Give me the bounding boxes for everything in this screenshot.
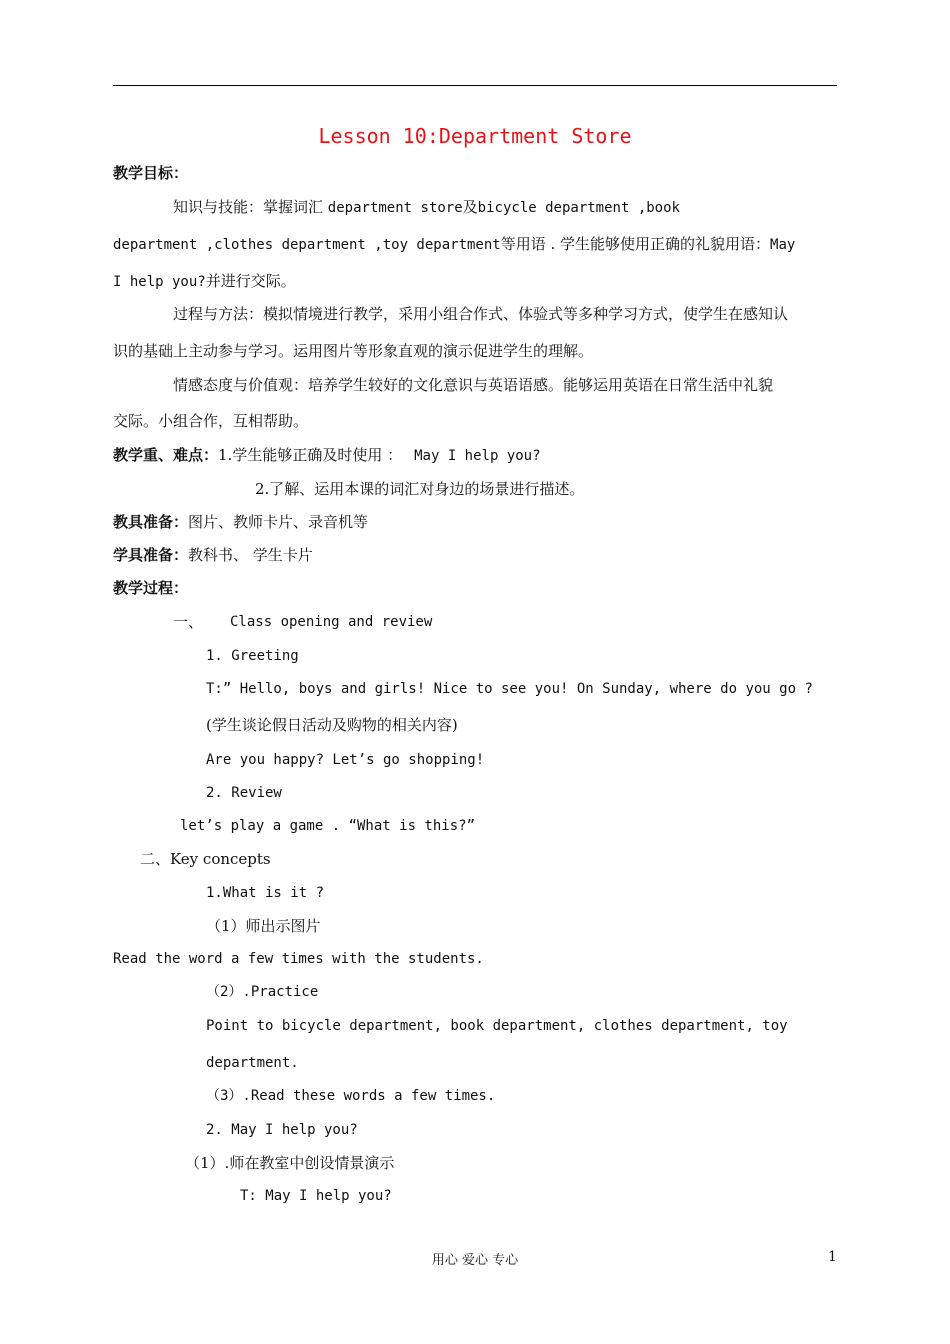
knowledge-label: 知识与技能： (173, 198, 264, 216)
step-1-text: Class opening and review (230, 614, 433, 630)
emotion-line-2: 交际。小组合作，互相帮助。 (113, 412, 309, 430)
student-prep-text: 教科书、 学生卡片 (188, 546, 313, 564)
practice-item: （2）.Practice (206, 984, 319, 1000)
knowledge-text-c: 及 (462, 198, 478, 216)
what-is-it-item: 1.What is it ? (206, 885, 325, 901)
read-words-item: （3）.Read these words a few times. (206, 1088, 496, 1104)
knowledge-line-3 (113, 272, 296, 291)
knowledge-text-a: 掌握词汇 (263, 198, 328, 216)
process-method-line-2: 识的基础上主动参与学习。运用图片等形象直观的演示促进学生的理解。 (113, 342, 594, 360)
objectives-heading: 教学目标： (113, 164, 189, 182)
knowledge-text-f: 等用语 . 学生能够使用正确的礼貌用语： (500, 235, 771, 253)
teacher-prep-text: 图片、教师卡片、录音机等 (188, 513, 369, 531)
happy-line: Are you happy? Let’s go shopping! (206, 752, 485, 768)
teacher-greeting: T:” Hello, boys and girls! Nice to see you! On Sunday, where do you go ? (206, 681, 813, 697)
knowledge-text-e: department ,clothes department ,toy department (113, 237, 501, 253)
knowledge-text-i: 并进行交际。 (205, 272, 296, 290)
sub-number-1: （1） (206, 917, 246, 935)
key-point-1: 1.学生能够正确及时使用 ： (218, 446, 403, 464)
step-2-heading: 二、Key concepts (140, 850, 271, 868)
review-item: 2. Review (206, 785, 282, 801)
may-i-help-item: 2. May I help you? (206, 1122, 358, 1138)
knowledge-text-g: May (770, 237, 796, 253)
process-heading: 教学过程： (113, 579, 189, 597)
read-word-line: Read the word a few times with the students. (113, 951, 484, 967)
classroom-demo-text: 师在教室中创设情景演示 (229, 1154, 395, 1172)
key-points-line-1 (113, 446, 541, 465)
key-point-2: 2.了解、运用本课的词汇对身边的场景进行描述。 (255, 480, 585, 498)
student-note: (学生谈论假日活动及购物的相关内容) (206, 716, 458, 734)
knowledge-text-h: I help you? (113, 274, 206, 290)
greeting-item: 1. Greeting (206, 648, 299, 664)
teacher-may-i-help: T: May I help you? (240, 1188, 392, 1204)
knowledge-text-b: department store (327, 200, 463, 216)
page-number: 1 (828, 1249, 837, 1265)
teacher-prep (113, 513, 368, 531)
classroom-demo-line (185, 1154, 394, 1172)
show-pictures-text: 师出示图片 (245, 917, 321, 935)
sub-number-2: （1）. (185, 1154, 230, 1172)
teacher-prep-heading: 教具准备： (113, 513, 189, 531)
step-1-label: 一、 (173, 613, 204, 631)
department-line: department. (206, 1055, 299, 1071)
key-points-heading: 教学重、难点： (113, 446, 219, 464)
key-point-1-phrase: May I help you? (414, 448, 541, 464)
student-prep-heading: 学具准备： (113, 546, 189, 564)
point-line: Point to bicycle department, book department, clothes department, toy (206, 1018, 788, 1034)
student-prep (113, 546, 313, 564)
knowledge-line-1 (173, 198, 680, 217)
game-line: let’s play a game . “What is this?” (180, 818, 476, 834)
header-rule (113, 85, 837, 86)
page-footer: 用心 爱心 专心 (431, 1253, 519, 1268)
knowledge-text-d: bicycle department ,book (477, 200, 680, 216)
process-method-line-1: 过程与方法：模拟情境进行教学，采用小组合作式、体验式等多种学习方式，使学生在感知认 (173, 305, 789, 323)
emotion-line-1: 情感态度与价值观：培养学生较好的文化意识与英语语感。能够运用英语在日常生活中礼貌 (173, 376, 774, 394)
show-pictures-line (206, 917, 321, 935)
page-title: Lesson 10:Department Store (318, 124, 632, 148)
knowledge-line-2 (113, 235, 795, 254)
